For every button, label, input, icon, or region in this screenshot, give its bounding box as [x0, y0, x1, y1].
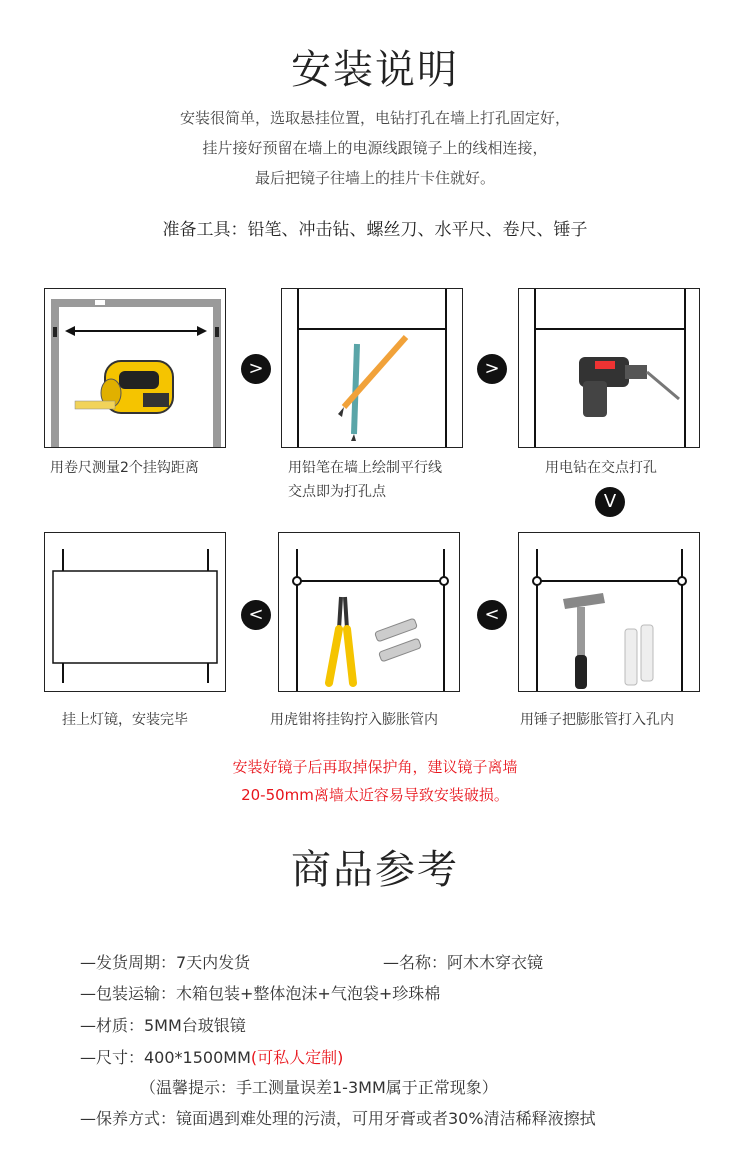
step-2-caption-line-2: 交点即为打孔点 [288, 484, 386, 500]
step-5-caption: 用虎钳将挂钩拧入膨胀管内 [270, 712, 438, 728]
step-6-caption: 挂上灯镜，安装完毕 [62, 712, 188, 728]
intro-line-1: 安装很简单，选取悬挂位置，电钻打孔在墙上打孔固定好， [179, 109, 570, 127]
step-2-panel [281, 288, 463, 448]
hammer-icon [519, 533, 700, 692]
spec-size [80, 1045, 343, 1068]
warning-line-2: 20-50mm离墙太近容易导致安装破损。 [241, 786, 509, 804]
spec-packaging: —包装运输：木箱包装+整体泡沫+气泡袋+珍珠棉 [80, 984, 441, 1003]
step-3-caption: 用电钻在交点打孔 [545, 460, 657, 476]
step-3-panel [518, 288, 700, 448]
arrow-left-2: < [241, 600, 271, 630]
mirror-icon [45, 533, 226, 692]
step-2-caption-line-1: 用铅笔在墙上绘制平行线 [288, 460, 442, 476]
spec-delivery: —发货周期：7天内发货 [80, 953, 251, 972]
step-4-panel [518, 532, 700, 692]
spec-material: —材质：5MM台玻银镜 [80, 1016, 246, 1035]
spec-care: —保养方式：镜面遇到难处理的污渍，可用牙膏或者30%清洁稀释液擦拭 [80, 1109, 596, 1128]
warning-line-1: 安装好镜子后再取掉保护角，建议镜子离墙 [232, 758, 518, 776]
step-5-panel [278, 532, 460, 692]
arrow-right-2: > [477, 354, 507, 384]
product-title: 商品参考 [291, 847, 459, 893]
arrow-left-1: < [477, 600, 507, 630]
drill-icon [519, 289, 700, 448]
arrow-down: V [595, 487, 625, 517]
tape-measure-icon [45, 289, 226, 448]
spec-tip: （温馨提示：手工测量误差1-3MM属于正常现象） [140, 1078, 498, 1097]
spec-size-custom: (可私人定制) [250, 1048, 344, 1067]
intro-line-3: 最后把镜子往墙上的挂片卡住就好。 [254, 169, 495, 187]
step-6-panel [44, 532, 226, 692]
install-title: 安装说明 [291, 47, 459, 93]
intro-line-2: 挂片接好预留在墙上的电源线跟镜子上的线相连接， [202, 139, 548, 157]
pencils-icon [282, 289, 463, 448]
spec-name: —名称：阿木木穿衣镜 [383, 953, 544, 972]
spec-size-value: —尺寸：400*1500MM [80, 1048, 251, 1067]
step-1-caption: 用卷尺测量2个挂钩距离 [50, 460, 199, 476]
arrow-right-1: > [241, 354, 271, 384]
pliers-icon [279, 533, 460, 692]
step-1-panel [44, 288, 226, 448]
step-4-caption: 用锤子把膨胀管打入孔内 [520, 712, 674, 728]
tools-list: 准备工具：铅笔、冲击钻、螺丝刀、水平尺、卷尺、锤子 [162, 220, 588, 240]
